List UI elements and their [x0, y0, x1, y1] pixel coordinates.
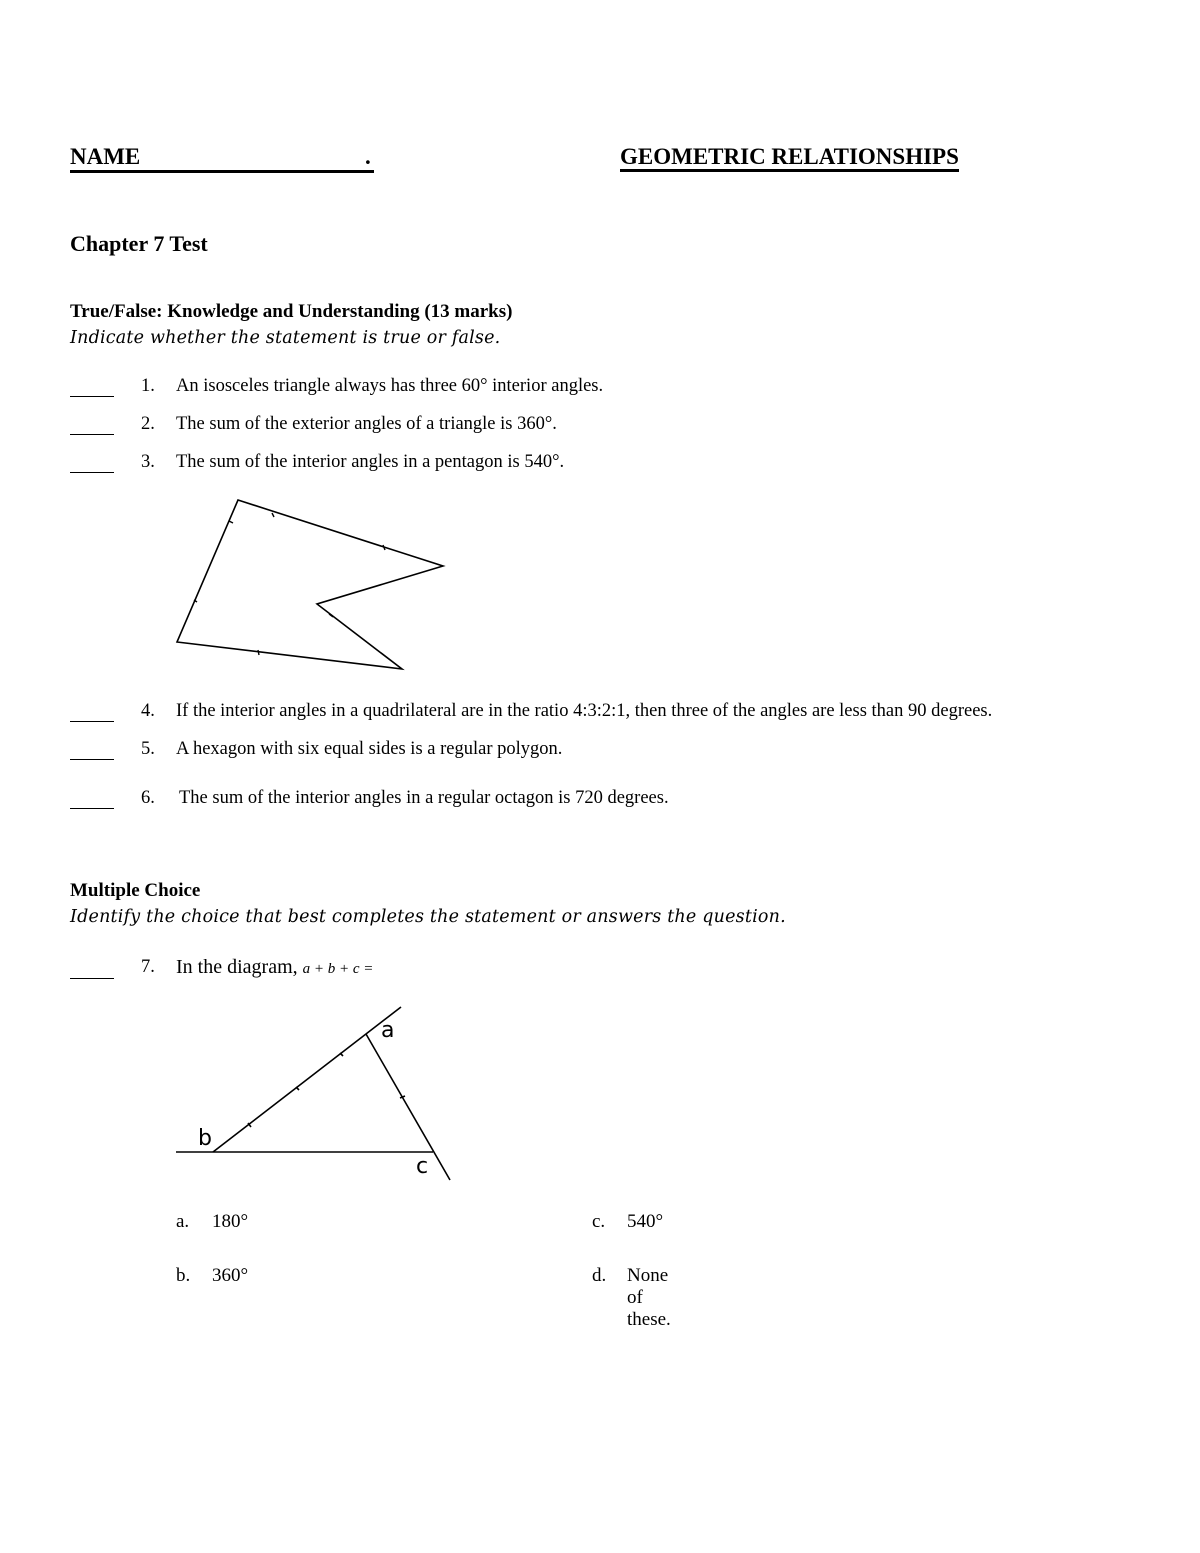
- name-field[interactable]: [70, 144, 374, 173]
- option-letter: d.: [592, 1265, 607, 1286]
- chapter-title: Chapter 7 Test: [70, 231, 208, 256]
- option-text: 180°: [212, 1211, 249, 1232]
- question-text: [176, 956, 373, 979]
- multiple-choice-instruction: Identify the choice that best completes the statement or answers the question.: [70, 907, 786, 927]
- option-letter: a.: [176, 1211, 190, 1232]
- answer-blank[interactable]: [70, 721, 114, 722]
- name-label: NAME: [70, 144, 141, 169]
- answer-blank[interactable]: [70, 978, 114, 979]
- question-number: 7.: [141, 957, 155, 977]
- angle-label-a: a: [381, 1018, 395, 1043]
- option-text: 540°: [627, 1211, 664, 1232]
- true-false-title: True/False: Knowledge and Understanding (13 marks): [70, 301, 513, 322]
- multiple-choice-title: Multiple Choice: [70, 880, 201, 901]
- answer-blank[interactable]: [70, 472, 114, 473]
- angle-label-c: c: [416, 1154, 429, 1179]
- pentagon-tick-marks: [194, 513, 385, 655]
- left-side-line: [213, 1007, 401, 1152]
- question-number: 5.: [141, 739, 155, 759]
- option-b[interactable]: [176, 1265, 249, 1287]
- true-false-instruction: Indicate whether the statement is true or false.: [70, 328, 501, 348]
- option-d[interactable]: [592, 1265, 671, 1330]
- question-text: The sum of the exterior angles of a triangle is 360°.: [176, 414, 557, 434]
- question-expression: a + b + c =: [302, 961, 374, 977]
- angle-label-b: b: [198, 1126, 212, 1151]
- triangle-diagram: [176, 1007, 450, 1180]
- question-number: 4.: [141, 701, 155, 721]
- question-text: An isosceles triangle always has three 60° interior angles.: [176, 376, 604, 396]
- question-prompt: In the diagram,: [176, 956, 298, 978]
- question-text: The sum of the interior angles in a pentagon is 540°.: [176, 452, 565, 472]
- answer-blank[interactable]: [70, 396, 114, 397]
- question-number: 6.: [141, 788, 155, 808]
- option-c[interactable]: [592, 1211, 664, 1233]
- question-text: A hexagon with six equal sides is a regular polygon.: [176, 739, 563, 759]
- pentagon-shape: [177, 500, 443, 669]
- option-text: None of these.: [627, 1265, 671, 1330]
- question-number: 2.: [141, 414, 155, 434]
- question-text: The sum of the interior angles in a regular octagon is 720 degrees.: [179, 788, 669, 808]
- option-letter: c.: [592, 1211, 606, 1232]
- question-number: 3.: [141, 452, 155, 472]
- answer-blank[interactable]: [70, 808, 114, 809]
- answer-blank[interactable]: [70, 759, 114, 760]
- question-text: If the interior angles in a quadrilateral are in the ratio 4:3:2:1, then three of the angles are less than 90 degrees.: [176, 701, 993, 721]
- right-side-line: [366, 1034, 450, 1180]
- answer-blank[interactable]: [70, 434, 114, 435]
- question-number: 1.: [141, 376, 155, 396]
- test-title: GEOMETRIC RELATIONSHIPS: [620, 144, 959, 170]
- option-text: 360°: [212, 1265, 249, 1286]
- name-dot: .: [365, 144, 371, 169]
- option-letter: b.: [176, 1265, 191, 1286]
- option-a[interactable]: [176, 1211, 249, 1233]
